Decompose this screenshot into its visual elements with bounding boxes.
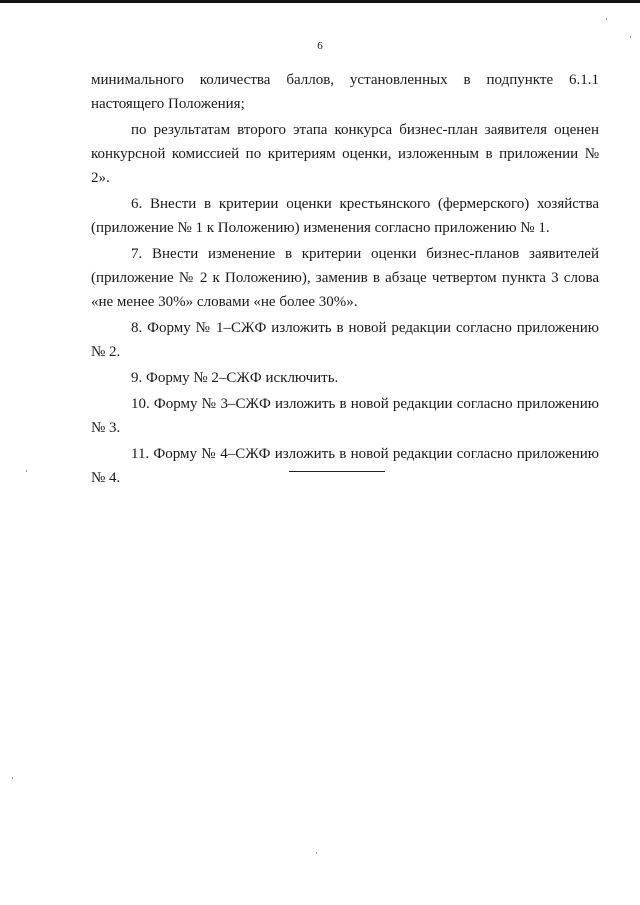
paragraph-item-6: 6. Внести в критерии оценки крестьянского (фермерского) хозяйства (приложение № 1 к Положению) изменения согласно приложению № 1. <box>91 196 599 236</box>
paragraph-business-plan-evaluation: по результатам второго этапа конкурса бизнес-план заявителя оценен конкурсной комиссией по критериям оценки, изложенным в приложении № 2». <box>91 122 599 186</box>
scan-top-edge <box>0 0 640 3</box>
paragraph-item-8: 8. Форму № 1–СЖФ изложить в новой редакции согласно приложению № 2. <box>91 320 599 360</box>
closing-divider-line <box>289 471 385 472</box>
scan-speck <box>606 18 607 20</box>
paragraph-continuation: минимального количества баллов, установленных в подпункте 6.1.1 настоящего Положения; <box>91 72 599 112</box>
scan-speck <box>630 36 631 38</box>
paragraph-item-9: 9. Форму № 2–СЖФ исключить. <box>131 370 339 386</box>
paragraph-item-11: 11. Форму № 4–СЖФ изложить в новой редакции согласно приложению № 4. <box>91 446 599 486</box>
page-number: 6 <box>317 40 323 52</box>
document-body <box>91 68 599 492</box>
paragraph-item-7: 7. Внести изменение в критерии оценки бизнес-планов заявителей (приложение № 2 к Положению), заменив в абзаце четвертом пункта 3 слова «не менее 30%» словами «не более 30%». <box>91 246 599 310</box>
scan-speck <box>26 470 27 472</box>
scan-speck <box>12 777 13 779</box>
scan-speck <box>316 852 317 854</box>
paragraph-item-10: 10. Форму № 3–СЖФ изложить в новой редакции согласно приложению № 3. <box>91 396 599 436</box>
